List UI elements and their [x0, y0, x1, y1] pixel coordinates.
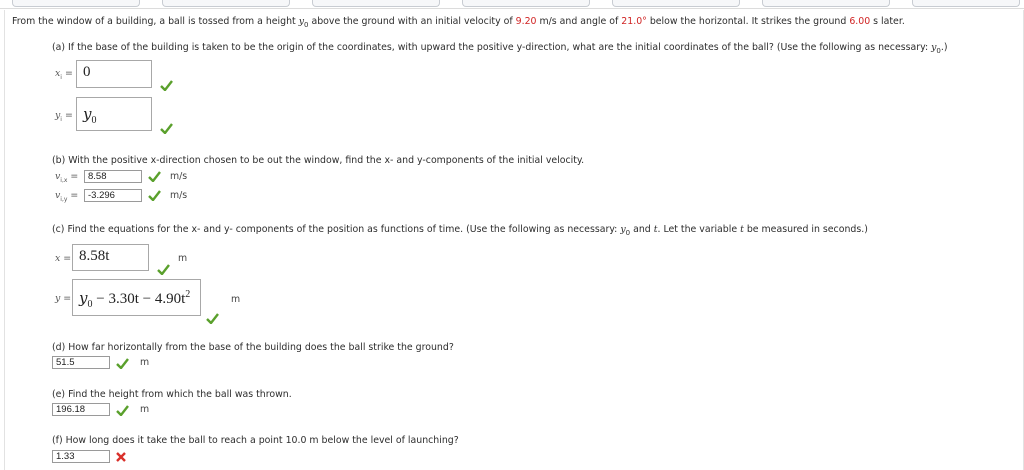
yi-answer-value: y	[83, 105, 92, 123]
y-equation-label: y =	[55, 293, 72, 304]
yi-label: $y_i$ =	[55, 110, 73, 123]
part-d-answer-value: 51.5	[56, 357, 75, 368]
part-c-text-2: and	[630, 224, 654, 235]
problem-frame	[4, 10, 1024, 470]
part-a-text: (a) If the base of the building is taken to be the origin of the coordinates, with upward the positive y-direction, what are the initial coordinates of the ball? (Use the following as necessary:	[52, 42, 932, 53]
intro-text-4: below the horizontal. It strikes the ground	[646, 16, 850, 27]
top-tab-4[interactable]	[462, 0, 590, 7]
part-a-text-end: .)	[940, 42, 948, 53]
y0-subscript: 0	[304, 20, 309, 29]
check-icon	[148, 171, 161, 182]
yi-answer-input[interactable]: $y_0$	[76, 97, 152, 131]
intro-text-1: From the window of a building, a ball is tossed from a height	[12, 16, 299, 27]
part-e-answer-value: 196.18	[56, 404, 86, 415]
t-symbol: t	[653, 224, 658, 235]
close-icon	[116, 452, 126, 462]
top-tab-1[interactable]	[12, 0, 140, 7]
part-f-answer-value: 1.33	[56, 451, 75, 462]
check-icon	[160, 80, 173, 91]
viy-label: $v_{i,y}$ =	[55, 190, 79, 203]
y0-symbol: y	[620, 224, 626, 235]
part-a-question	[52, 42, 948, 55]
vix-answer-value: 8.58	[88, 171, 107, 182]
check-icon	[148, 190, 161, 201]
top-tab-2[interactable]	[162, 0, 290, 7]
intro-text-3: m/s and angle of	[536, 16, 622, 27]
part-b-question: (b) With the positive x-direction chosen to be out the window, find the x- and y-components of the initial velocity.	[52, 155, 585, 166]
top-divider	[0, 8, 1024, 9]
y0-subscript: 0	[625, 228, 631, 237]
part-f-question: (f) How long does it take the ball to reach a point 10.0 m below the level of launching?	[52, 435, 459, 446]
xi-label: $x_i$ =	[55, 68, 73, 81]
xi-answer-value: 0	[83, 64, 91, 80]
problem-statement	[12, 16, 905, 29]
velocity-value: 9.20	[515, 16, 537, 27]
check-icon	[116, 405, 129, 416]
xi-answer-input[interactable]	[76, 60, 152, 88]
vix-unit: m/s	[170, 171, 188, 182]
viy-answer-input[interactable]	[84, 189, 142, 202]
x-equation-value: 8.58t	[79, 248, 110, 264]
y-equation-value-a: y	[79, 289, 88, 307]
viy-answer-value: -3.296	[88, 190, 115, 201]
y-equation-unit: m	[231, 294, 241, 305]
part-c-text: (c) Find the equations for the x- and y- components of the position as functions of time. (Use the following as necessary:	[52, 224, 621, 235]
part-c-text-3: . Let the variable	[657, 224, 741, 235]
check-icon	[206, 313, 219, 324]
intro-text-5: s later.	[870, 16, 905, 27]
part-d-unit: m	[140, 357, 150, 368]
part-c-text-4: be measured in seconds.)	[743, 224, 868, 235]
x-equation-label: x =	[55, 253, 72, 264]
top-tab-6[interactable]	[762, 0, 890, 7]
y-equation-input[interactable]: $y_0 - 3.30t - 4.90t^2$	[72, 279, 201, 316]
top-tab-7[interactable]	[912, 0, 1020, 7]
intro-text-2: above the ground with an initial velocity of	[308, 16, 516, 27]
part-e-answer-input[interactable]	[52, 403, 110, 416]
check-icon	[160, 123, 173, 134]
y-equation-value-b: − 3.30t − 4.90t	[92, 291, 186, 307]
part-e-unit: m	[140, 404, 150, 415]
top-tab-3[interactable]	[312, 0, 440, 7]
y-equation-exponent: 2	[185, 289, 191, 300]
t-symbol: t	[740, 224, 744, 235]
y0-symbol: y	[931, 42, 937, 53]
y0-symbol: y	[298, 16, 305, 27]
x-equation-unit: m	[178, 253, 188, 264]
part-d-answer-input[interactable]	[52, 356, 110, 369]
part-c-question	[52, 224, 868, 237]
time-value: 6.00	[849, 16, 871, 27]
check-icon	[116, 358, 129, 369]
y0-subscript: 0	[936, 46, 941, 55]
top-tab-5[interactable]	[612, 0, 740, 7]
angle-value: 21.0°	[621, 16, 647, 27]
vix-label: $v_{i,x}$ =	[55, 171, 79, 184]
vix-answer-input[interactable]	[84, 170, 142, 183]
check-icon	[157, 264, 170, 275]
x-equation-input[interactable]	[72, 244, 149, 271]
part-d-question: (d) How far horizontally from the base of the building does the ball strike the ground?	[52, 342, 454, 353]
part-f-answer-input[interactable]	[52, 450, 110, 463]
viy-unit: m/s	[170, 190, 188, 201]
part-e-question: (e) Find the height from which the ball was thrown.	[52, 389, 292, 400]
